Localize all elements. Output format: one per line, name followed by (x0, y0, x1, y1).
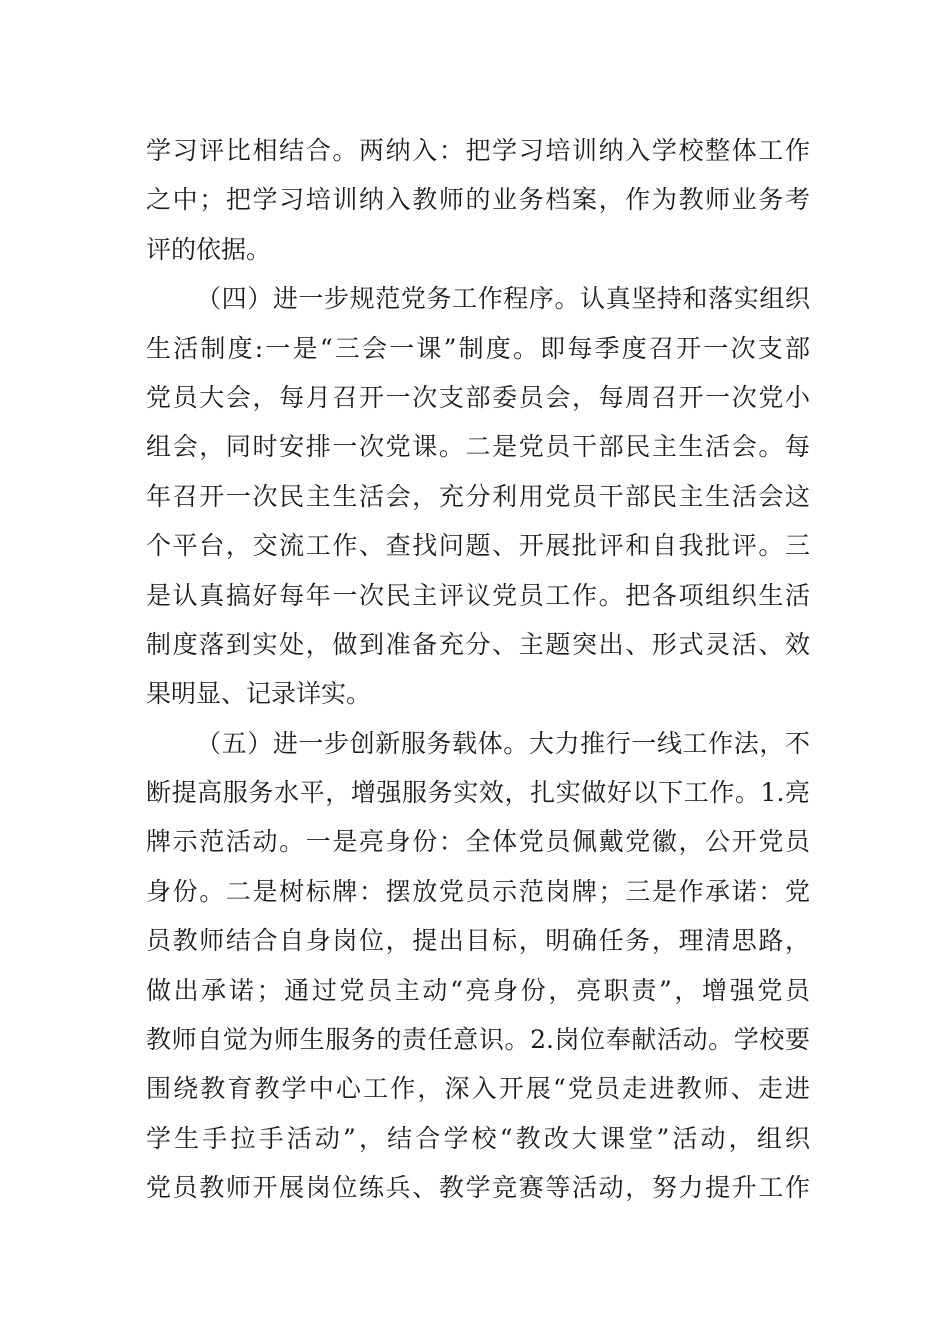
text-line: 组会，同时安排一次党课。二是党员干部民主生活会。每 (146, 432, 810, 462)
section-heading-line: （四）进一步规范党务工作程序。认真坚持和落实组织 (196, 284, 810, 314)
text-line: 身份。二是树标牌：摆放党员示范岗牌；三是作承诺：党 (146, 876, 810, 906)
text-line: 之中；把学习培训纳入教师的业务档案，作为教师业务考 (146, 185, 810, 215)
text-line: 是认真搞好每年一次民主评议党员工作。把各项组织生活 (146, 580, 810, 610)
text-line: 年召开一次民主生活会，充分利用党员干部民主生活会这 (146, 481, 810, 511)
text-line: 学习评比相结合。两纳入：把学习培训纳入学校整体工作 (146, 136, 810, 165)
text-line: 党员教师开展岗位练兵、教学竞赛等活动，努力提升工作 (146, 1173, 810, 1203)
text-line: 生活制度:一是“三会一课”制度。即每季度召开一次支部 (146, 333, 810, 363)
text-line: 评的依据。 (146, 234, 272, 264)
section-heading-line: （五）进一步创新服务载体。大力推行一线工作法，不 (196, 728, 810, 758)
text-line: 牌示范活动。一是亮身份：全体党员佩戴党徽，公开党员 (146, 827, 810, 857)
text-line: 断提高服务水平，增强服务实效，扎实做好以下工作。1.亮 (146, 778, 810, 808)
text-line: 党员大会，每月召开一次支部委员会，每周召开一次党小 (146, 382, 810, 412)
text-line: 做出承诺；通过党员主动“亮身份，亮职责”，增强党员 (146, 975, 810, 1005)
text-line: 制度落到实处，做到准备充分、主题突出、形式灵活、效 (146, 629, 810, 659)
text-line: 个平台，交流工作、查找问题、开展批评和自我批评。三 (146, 531, 810, 561)
text-line: 围绕教育教学中心工作，深入开展“党员走进教师、走进 (146, 1074, 810, 1104)
text-line: 员教师结合自身岗位，提出目标，明确任务，理清思路， (146, 926, 810, 956)
text-line: 教师自觉为师生服务的责任意识。2.岗位奉献活动。学校要 (146, 1025, 810, 1055)
body-text (146, 126, 810, 1213)
text-line: 果明显、记录详实。 (146, 679, 372, 709)
text-line: 学生手拉手活动”，结合学校“教改大课堂”活动，组织 (146, 1123, 810, 1153)
